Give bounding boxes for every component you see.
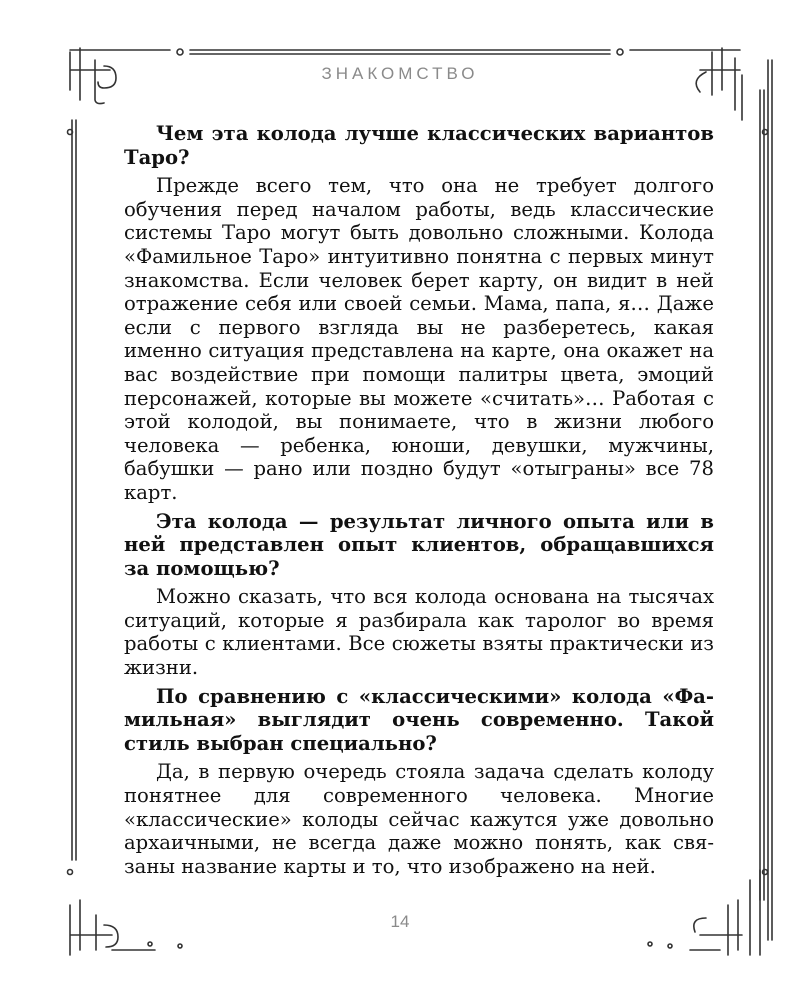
page-body	[124, 122, 714, 883]
answer-paragraph: Прежде всего тем, что она не требует долгого обучения перед началом работы, ведь классические системы Таро могут быть довольно сложными. Колода «Фамильное Таро» интуитивно понятна с первых минут знакомства. Если человек берет карту, он видит в ней отражение себя или своей семьи. Мама, папа, я… Даже если с первого взгляда вы не разберетесь, какая именно ситуация представлена на карте, она окажет на вас воздействие при помощи палитры цвета, эмоций персонажей, которые вы можете «считать»… Работая с этой колодой, вы понимаете, что в жизни любого человека — ребенка, юноши, девушки, мужчины, бабушки — рано или поздно будут «отыграны» все 78 карт.	[124, 174, 714, 504]
page-number: 14	[390, 912, 410, 931]
question-paragraph: Чем эта колода лучше классических вариантов Таро?	[124, 122, 714, 169]
answer-paragraph: Можно сказать, что вся колода основана на тысячах ситуаций, которые я разбирала как таролог во время работы с клиентами. Все сюжеты взяты практически из жизни.	[124, 585, 714, 680]
question-paragraph: Эта колода — результат личного опыта или в ней представлен опыт клиентов, обращавшихся за помощью?	[124, 509, 714, 580]
running-header: ЗНАКОМСТВО	[321, 64, 479, 83]
answer-paragraph: Да, в первую очередь стояла задача сделать колоду понятнее для современного человека. Многие «классические» колоды сейчас кажутся уже довольно архаичными, не всегда даже можно понять, как связаны название карты и то, что изображено на ней.	[124, 760, 714, 878]
question-paragraph: По сравнению с «классическими» колода «Фамильная» выглядит очень современно. Такой стиль выбран специально?	[124, 684, 714, 755]
